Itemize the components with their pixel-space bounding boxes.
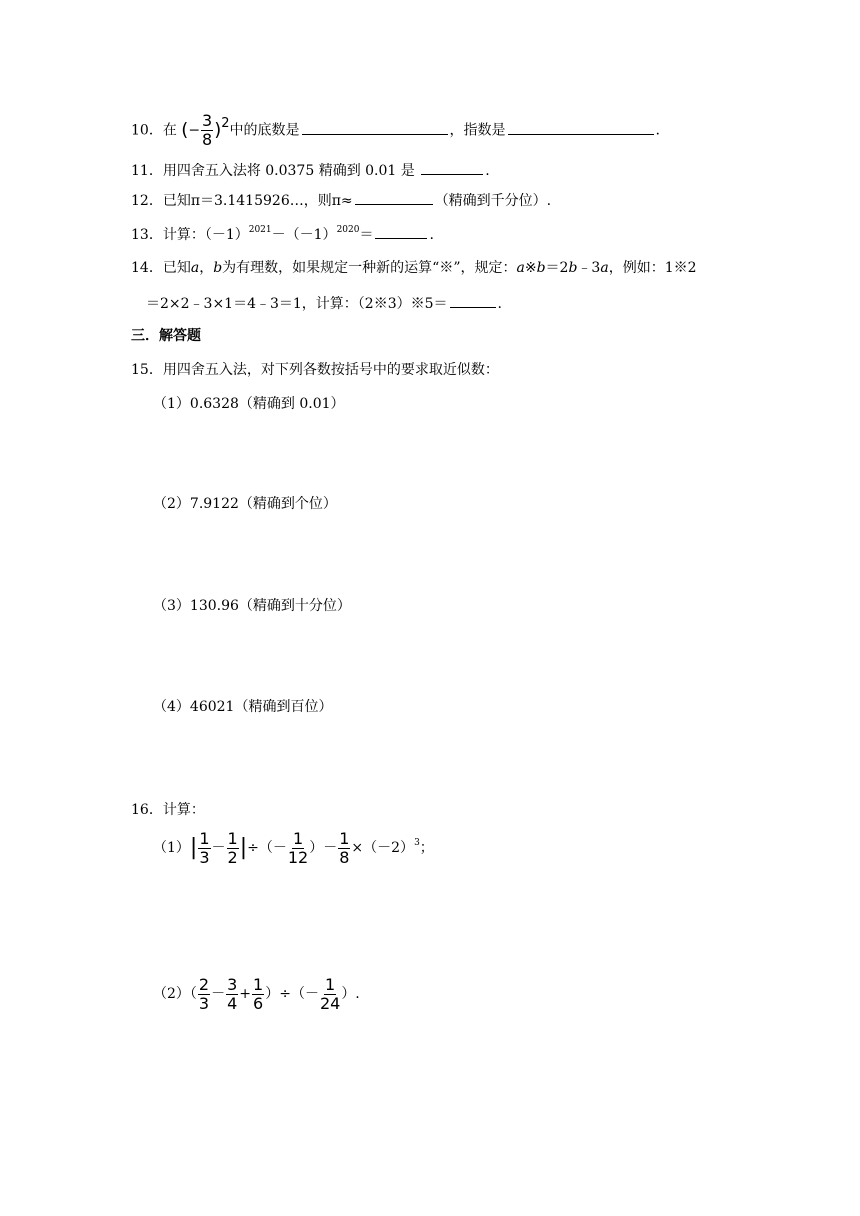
question-number: 10． (131, 122, 163, 139)
question-11: 11．用四舍五入法将 0.0375 精确到 0.01 是 . (131, 160, 490, 181)
abs-bar: | (189, 835, 198, 860)
fraction: $\frac{3}{4}$ (227, 974, 238, 1013)
fraction: $\frac{3}{8}$ (202, 111, 213, 149)
fraction: $\frac{1}{6}$ (253, 974, 264, 1013)
sub-question: （1）| $\frac{1}{3}$ － $\frac{1}{2}$ |÷（－ $\frac{1}{12}$ ）－ $\frac{1}{8}$ $\times(-2)^3$； (153, 828, 434, 867)
question-14-line-2: ＝2×2﹣3×1＝4﹣3＝1，计算：（2※3）※5＝ . (146, 293, 502, 314)
fraction: $\frac{1}{12}$ (287, 828, 309, 867)
sub-question: （3）130.96（精确到十分位） (153, 598, 351, 614)
question-10: 10．在 (− $\frac{3}{8}$ )2中的底数是 ，指数是 . (131, 111, 660, 149)
question-12: 12．已知π＝3.1415926…，则π≈ （精确到千分位）. (131, 190, 551, 211)
answer-blank[interactable] (421, 160, 483, 175)
answer-blank[interactable] (302, 120, 448, 135)
abs-bar: | (239, 835, 248, 860)
fraction: $\frac{1}{8}$ (339, 828, 350, 867)
question-13: 13．计算：$(-1)^{2021}-(-1)^{2020}=$ . (131, 225, 434, 243)
sub-question: （2）（ $\frac{2}{3}$ － $\frac{3}{4}$ + $\frac{1}{6}$ ）÷（－ $\frac{1}{24}$ ）. (153, 974, 360, 1013)
answer-blank[interactable] (450, 293, 496, 308)
fraction: $\frac{1}{2}$ (227, 828, 238, 867)
question-16-title: 16．计算： (131, 802, 205, 818)
answer-blank[interactable] (355, 190, 433, 205)
question-14-line-1: 14．已知a，b为有理数，如果规定一种新的运算“※”，规定：a※b＝2b﹣3a，例如：1※2 (131, 260, 697, 276)
paren-close: ) (214, 119, 222, 141)
answer-blank[interactable] (508, 120, 654, 135)
exponent: 2 (221, 115, 230, 131)
fraction: $\frac{2}{3}$ (198, 974, 210, 1013)
sub-question: （2）7.9122（精确到个位） (153, 496, 337, 512)
sub-question: （4）46021（精确到百位） (153, 699, 333, 715)
question-15-title: 15．用四舍五入法，对下列各数按括号中的要求取近似数： (131, 362, 499, 378)
paren-open: ( (181, 119, 189, 141)
fraction: $\frac{1}{24}$ (319, 974, 341, 1013)
sub-question: （1）0.6328（精确到 0.01） (153, 396, 345, 412)
section-heading: 三．解答题 (131, 328, 201, 344)
fraction: $\frac{1}{3}$ (199, 828, 210, 867)
answer-blank[interactable] (375, 224, 427, 239)
